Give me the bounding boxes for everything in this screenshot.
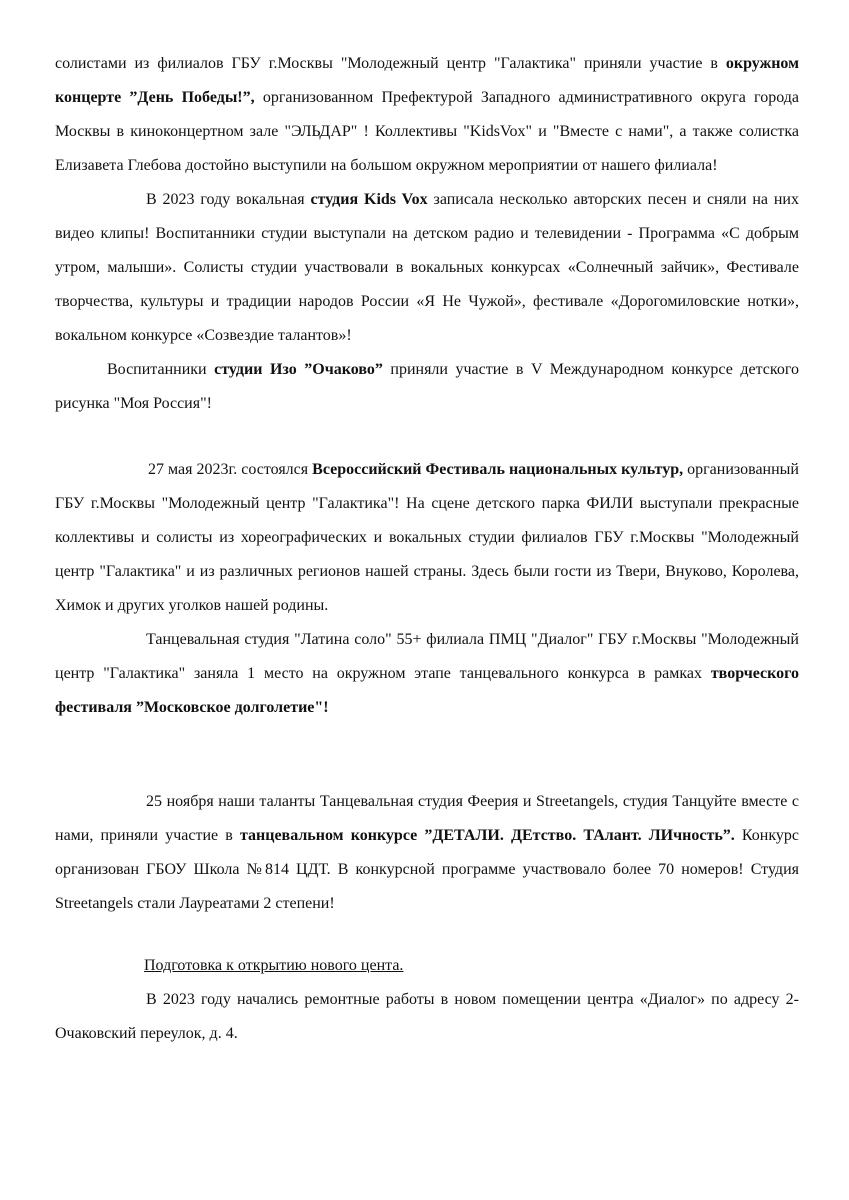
spacer bbox=[55, 725, 799, 785]
paragraph-national-cultures-festival bbox=[55, 453, 799, 623]
bold-run: окружном концерте ”День Победы!”, bbox=[55, 55, 799, 106]
text-run: 25 ноября наши таланты Танцевальная студия Феерия и Streetangels, студия Танцуйте вместе с нами, приняли участие в bbox=[55, 793, 799, 844]
text-run: Конкурс организован ГБОУ Школа №814 ЦДТ. В конкурсной программе участвовало более 70 номеров! Студия Streetangels стали Лауреатами 2 степени! bbox=[55, 827, 800, 912]
bold-run: студия Kids Vox bbox=[310, 191, 428, 208]
text-run: 27 мая 2023г. состоялся bbox=[148, 461, 313, 478]
bold-run: Всероссийский Фестиваль национальных культур, bbox=[312, 461, 684, 478]
text-run: организованный ГБУ г.Москвы "Молодежный центр "Галактика"! На сцене детского парка ФИЛИ выступали прекрасные коллективы и солисты из хореографических и вокальных студии филиалов ГБУ г.Москвы "Молодежный центр "Галактика" и из различных регионов нашей страны. Здесь были гости из Твери, Внуково, Королева, Химок и других уголков нашей родины. bbox=[55, 461, 799, 614]
bold-run: танцевальном конкурсе ”ДЕТАЛИ. ДЕтство. ТАлант. ЛИчность”. bbox=[239, 827, 735, 844]
spacer bbox=[55, 421, 799, 453]
text-run: организованном Префектурой Западного административного округа города Москвы в киноконцертном зале "ЭЛЬДАР" ! Коллективы "KidsVox" и "Вместе с нами", а также солистка Елизавета Глебова достойно выступили на большом окружном мероприятии от нашего филиала! bbox=[55, 89, 800, 174]
paragraph-art-studio-ochakovo bbox=[55, 353, 799, 421]
paragraph-latina-solo-studio bbox=[55, 623, 799, 725]
paragraph-victory-day-concert bbox=[55, 47, 799, 183]
spacer bbox=[55, 921, 799, 949]
text-run: Танцевальная студия "Латина соло" 55+ филиала ПМЦ "Диалог" ГБУ г.Москвы "Молодежный центр "Галактика" заняла 1 место на окружном этапе танцевального конкурса в рамках bbox=[55, 631, 799, 682]
text-run: Воспитанники bbox=[107, 361, 215, 378]
bold-run: студии Изо ”Очаково” bbox=[214, 361, 383, 378]
bold-run: творческого фестиваля ”Московское долголетие"! bbox=[55, 665, 799, 716]
section-heading-new-center: Подготовка к открытию нового цента. bbox=[144, 957, 404, 974]
text-run: записала несколько авторских песен и сняли на них видео клипы! Воспитанники студии выступали на детском радио и телевидении - Программа «С добрым утром, малыши». Солисты студии участвовали в вокальных конкурсах «Солнечный зайчик», Фестивале творчества, культуры и традиции народов России «Я Не Чужой», фестивале «Дорогомиловские нотки», вокальном конкурсе «Созвездие талантов»! bbox=[55, 191, 799, 344]
paragraph-renovation bbox=[55, 983, 799, 1051]
text-run: солистами из филиалов ГБУ г.Москвы "Молодежный центр "Галактика" приняли участие в bbox=[55, 55, 726, 72]
text-run: приняли участие в V Международном конкурсе детского рисунка "Моя Россия"! bbox=[55, 361, 800, 412]
document-page bbox=[55, 47, 799, 1051]
paragraph-kids-vox-studio bbox=[55, 183, 799, 353]
paragraph-dance-contest bbox=[55, 785, 799, 921]
text-run: В 2023 году вокальная bbox=[146, 191, 311, 208]
text-run: В 2023 году начались ремонтные работы в новом помещении центра «Диалог» по адресу 2-Очаковский переулок, д. 4. bbox=[55, 991, 799, 1042]
